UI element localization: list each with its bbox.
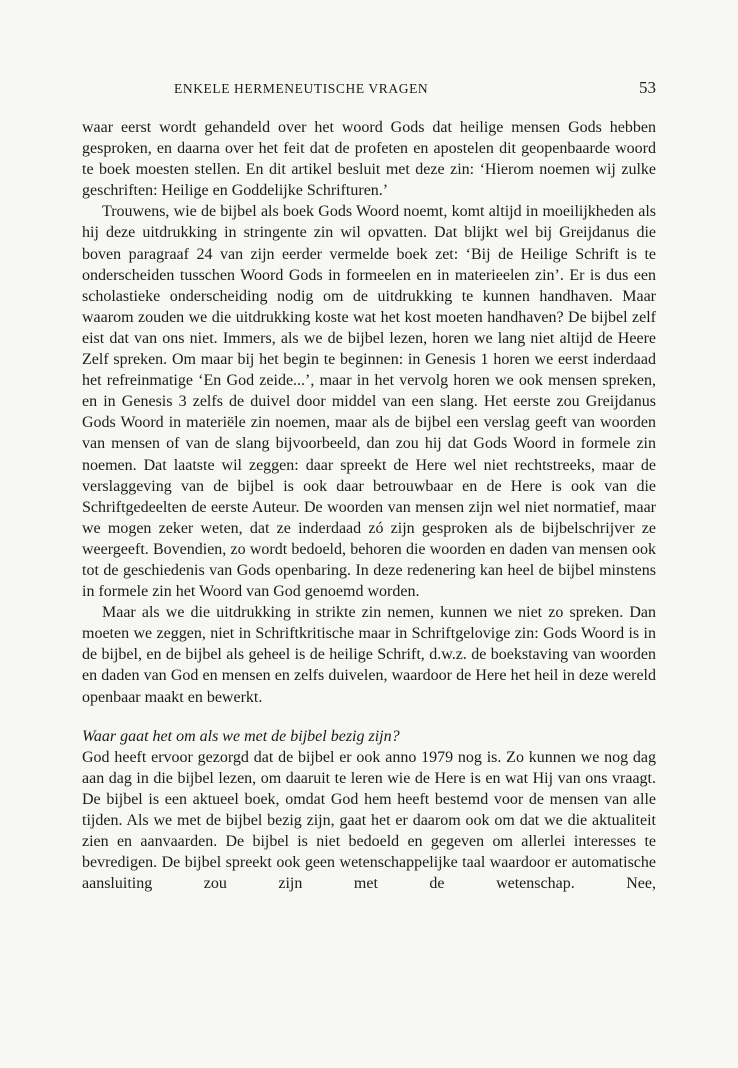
- running-title: ENKELE HERMENEUTISCHE VRAGEN: [174, 81, 429, 96]
- page-number: 53: [639, 78, 656, 97]
- paragraph: God heeft ervoor gezorgd dat de bijbel er ook anno 1979 nog is. Zo kunnen we nog dag aan dag in die bijbel lezen, om daaruit te leren wie de Here is en wat Hij van ons vraagt. De bijbel is een aktueel boek, omdat God hem heeft bestemd voor de mensen van alle tijden. Als we met de bijbel bezig zijn, gaat het er daarom ook om dat we die aktualiteit zien en aanvaarden. De bijbel is niet bedoeld en gegeven om allerlei interesses te bevredigen. De bijbel spreekt ook geen wetenschappelijke taal waardoor er automatische aansluiting zou zijn met de wetenschap. Nee,: [82, 748, 656, 893]
- section-heading: Waar gaat het om als we met de bijbel bezig zijn?: [82, 727, 400, 745]
- paragraph: Trouwens, wie de bijbel als boek Gods Woord noemt, komt altijd in moeilijkheden als hij deze uitdrukking in stringente zin wil opvatten. Dat blijkt wel bij Greijdanus die boven paragraaf 24 van zijn eerder vermelde boek zet: ‘Bij de Heilige Schrift is te onderscheiden tusschen Woord Gods in formeelen en in materieelen zin’. Er is dus een scholastieke onderscheiding nodig om de uitdrukking te kunnen handhaven. Maar waarom zouden we die uitdrukking koste wat het kost moeten handhaven? De bijbel zelf eist dat van ons niet. Immers, als we de bijbel lezen, horen we lang niet altijd de Heere Zelf spreken. Om maar bij het begin te beginnen: in Genesis 1 horen we eerst inderdaad het refreinmatige ‘En God zeide...’, maar in het vervolg horen we ook mensen spreken, en in Genesis 3 zelfs de duivel door middel van een slang. Het eerste zou Greijdanus Gods Woord in materiële zin noemen, maar als de bijbel een verslag geeft van woorden van mensen of van de slang bijvoorbeeld, dan zou hij dat Gods Woord in formele zin noemen. Dat laatste wil zeggen: daar spreekt de Here wel niet rechtstreeks, maar de verslaggeving van de bijbel is ook daar betrouwbaar en de Here is ook van die Schriftgedeelten de eerste Auteur. De woorden van mensen zijn wel niet normatief, maar we mogen zeker weten, dat ze inderdaad zó zijn gesproken als de bijbelschrijver ze weergeeft. Bovendien, zo wordt bedoeld, behoren die woorden en daden van mensen ook tot de geschiedenis van Gods openbaring. In deze redenering kan heel de bijbel minstens in formele zin het Woord van God genoemd worden.: [82, 203, 656, 601]
- running-head: [82, 78, 656, 98]
- paragraph: waar eerst wordt gehandeld over het woord Gods dat heilige mensen Gods hebben gesproken, en daarna over het feit dat de profeten en apostelen dit geopenbaarde woord te boek moesten stellen. En dit artikel besluit met deze zin: ‘Hierom noemen wij zulke geschriften: Heilige en Goddelijke Schrifturen.’: [82, 119, 656, 200]
- paragraph: Maar als we die uitdrukking in strikte zin nemen, kunnen we niet zo spreken. Dan moeten we zeggen, niet in Schriftkritische maar in Schriftgelovige zin: Gods Woord is in de bijbel, en de bijbel als geheel is de heilige Schrift, d.w.z. de boekstaving van woorden en daden van God en mensen en zelfs duivelen, waardoor de Here het heil in deze wereld openbaar maakt en bewerkt.: [82, 604, 656, 706]
- body-text: [82, 117, 656, 894]
